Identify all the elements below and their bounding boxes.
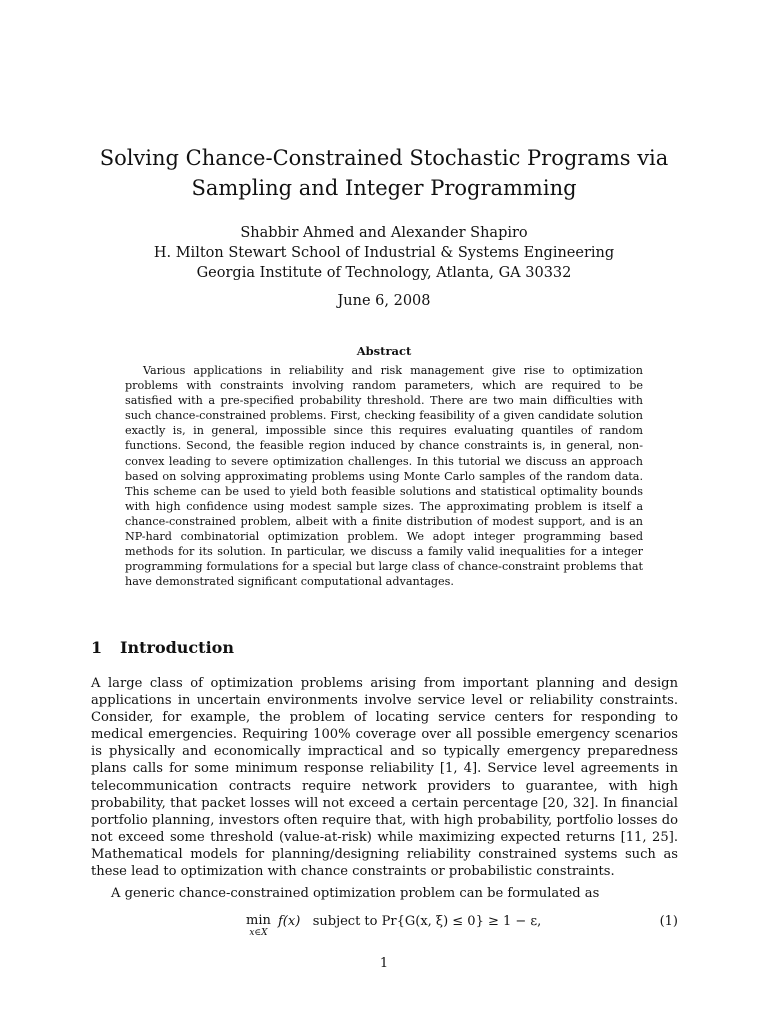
abstract-heading: Abstract (356, 344, 412, 358)
equation-label: (1) (659, 914, 678, 929)
equation-body (246, 914, 541, 938)
equation-min-operator (246, 914, 271, 938)
intro-paragraph-2: A generic chance-constrained optimization problem can be formulated as (111, 886, 600, 901)
abstract-text: Various applications in reliability and risk management give rise to optimization problems with constraints involving random parameters, which are required to be satisfied with a pre-specified probability threshold. There are two main difficulties with such chance-constrained problems. First, checking feasibility of a given candidate solution exactly is, in general, impossible since this requires evaluating quantiles of random functions. Second, the feasible region induced by chance constraints is, in general, non-convex leading to severe optimization challenges. In this tutorial we discuss an approach based on solving approximating problems using Monte Carlo samples of the random data. This scheme can be used to yield both feasible solutions and statistical optimality bounds with high confidence using modest sample sizes. The approximating problem is itself a chance-constrained problem, albeit with a finite distribution of modest support, and is an NP-hard combinatorial optimization problem. We adopt integer programming based methods for its solution. In particular, we discuss a family valid inequalities for a integer programming formulations for a special but large class of chance-constraint problems that have demonstrated significant computational advantages. (125, 364, 643, 589)
intro-paragraph-1: A large class of optimization problems arising from important planning and design applications in uncertain environments involve service level or reliability constraints. Consider, for example, the problem of locating service centers for responding to medical emergencies. Requiring 100% coverage over all possible emergency scenarios is physically and economically impractical and so typically emergency preparedness plans calls for some minimum response reliability [1, 4]. Service level agreements in telecommunication contracts require network providers to guarantee, with high probability, that packet losses will not exceed a certain percentage [20, 32]. In financial portfolio planning, investors often require that, with high probability, portfolio losses do not exceed some threshold (value-at-risk) while maximizing expected returns [11, 25]. Mathematical models for planning/designing reliability constrained systems such as these lead to optimization with chance constraints or probabilistic constraints. (91, 676, 678, 880)
min-operator: min (246, 913, 271, 928)
affiliation-line-1: H. Milton Stewart School of Industrial & Systems Engineering (153, 245, 615, 261)
equation-constraint: Pr{G(x, ξ) ≤ 0} ≥ 1 − ε, (381, 914, 542, 929)
section-number: 1 (91, 638, 103, 657)
equation-1 (91, 910, 678, 940)
title-line-1: Solving Chance-Constrained Stochastic Programs via (99, 146, 669, 170)
paper-title (60, 143, 708, 203)
affiliation-line-2: Georgia Institute of Technology, Atlanta, GA 30332 (196, 265, 572, 281)
page-number: 1 (379, 956, 389, 971)
section-title: Introduction (120, 638, 234, 657)
min-subscript: x∈X (249, 928, 268, 938)
section-heading (91, 637, 234, 659)
author-block (60, 223, 708, 283)
equation-objective: f(x) (278, 914, 301, 929)
equation-subject-to: subject to (312, 914, 378, 929)
title-line-2: Sampling and Integer Programming (191, 176, 577, 200)
author-names: Shabbir Ahmed and Alexander Shapiro (240, 225, 528, 241)
paper-date: June 6, 2008 (337, 293, 431, 309)
